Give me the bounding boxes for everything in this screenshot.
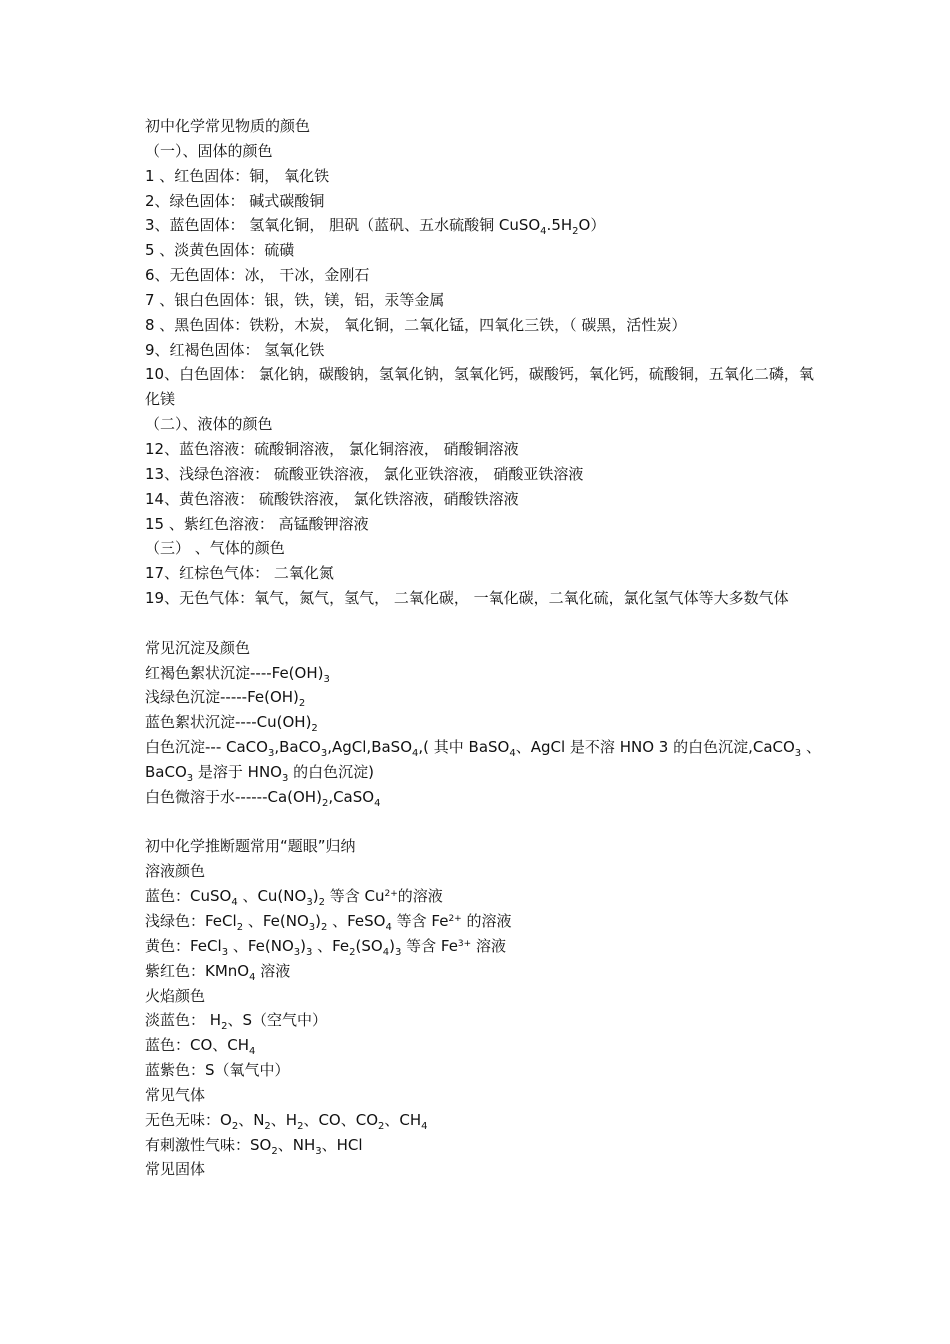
solid-item: 9、红褐色固体： 氢氧化铁 — [145, 340, 325, 359]
solid-item: 7 、银白色固体：银，铁，镁，铝，汞等金属 — [145, 290, 445, 309]
precip-heading: 常见沉淀及颜色 — [145, 638, 251, 657]
gas2-heading: 常见气体 — [145, 1085, 206, 1104]
gas-heading: （三） 、气体的颜色 — [145, 539, 285, 558]
flame-item: 蓝紫色：S（氧气中） — [145, 1061, 290, 1080]
solid-item: 1 、红色固体：铜， 氧化铁 — [145, 166, 330, 185]
solution-color-heading: 溶液颜色 — [145, 862, 206, 881]
doc-title: 初中化学常见物质的颜色 — [145, 117, 311, 135]
gas-item: 17、红棕色气体： 二氧化氮 — [145, 564, 334, 583]
solid-item: 6、无色固体：冰， 干冰，金刚石 — [145, 266, 370, 285]
spacer — [145, 810, 825, 835]
flame-item: 蓝色：CO、$CH_4$ — [145, 1036, 256, 1058]
solution-color-item: 黄色：FeCl$_3$ 、$Fe(NO_3)_3$ 、$Fe_2(SO_4)_3$ 等含 $Fe^{3+}$ 溶液 — [145, 936, 506, 958]
solid-item: 2、绿色固体： 碱式碳酸铜 — [145, 191, 325, 210]
solution-color-item: 紫红色：KMnO$_4$ 溶液 — [145, 961, 291, 983]
precip-item: 浅绿色沉淀$-----Fe(OH)_2$ — [145, 688, 306, 710]
solid2-heading: 常见固体 — [145, 1160, 206, 1179]
document-page — [145, 114, 825, 1182]
precip-item: 红褐色絮状沉淀$----Fe(OH)_3$ — [145, 663, 330, 685]
precip-item: 白色沉淀--- CaCO$_3$,BaCO$_3$,AgCl,BaSO$_4$,( 其中 BaSO$_4$、AgCl 是不溶 HNO 3 的白色沉淀,CaCO$_3$ 、BaCO$_3$ 是溶于 $HNO_3$ 的白色沉淀) — [145, 738, 821, 784]
gas2-item: 有刺激性气味：$SO_2$、$NH_3$、HCl — [145, 1135, 363, 1157]
gas-item: 19、无色气体：氧气，氮气，氢气， 二氧化碳， 一氧化碳，二氧化硫，氯化氢气体等大多数气体 — [145, 589, 789, 608]
precip-item: 蓝色絮状沉淀$----Cu(OH)_2$ — [145, 713, 318, 735]
flame-item: 淡蓝色： $H_2$、S（空气中） — [145, 1011, 327, 1033]
liquid-item: 13、浅绿色溶液： 硫酸亚铁溶液， 氯化亚铁溶液， 硝酸亚铁溶液 — [145, 464, 584, 483]
solid-item: 10、白色固体： 氯化钠，碳酸钠，氢氧化钠，氢氧化钙，碳酸钙，氧化钙，硫酸铜，五氧化二磷，氧化镁 — [145, 365, 814, 409]
solution-color-item: 蓝色：CuSO$_4$ 、$Cu(NO_3)_2$ 等含 $Cu^{2+}$的溶液 — [145, 887, 443, 909]
liquid-item: 15 、紫红色溶液： 高锰酸钾溶液 — [145, 514, 369, 533]
solid-item: 5 、淡黄色固体：硫磺 — [145, 241, 295, 260]
flame-heading: 火焰颜色 — [145, 986, 206, 1005]
solid-item: 8 、黑色固体：铁粉，木炭， 氧化铜，二氧化锰，四氧化三铁，（ 碳黑，活性炭） — [145, 315, 687, 334]
solid-heading: （一）、固体的颜色 — [145, 141, 273, 160]
solution-color-item: 浅绿色：FeCl$_2$ 、$Fe(NO_3)_2$ 、FeSO$_4$ 等含 $Fe^{2+}$ 的溶液 — [145, 912, 512, 933]
spacer — [145, 611, 825, 636]
infer-heading: 初中化学推断题常用“题眼”归纳 — [145, 837, 356, 856]
gas2-item: 无色无味：$O_2$、$N_2$、$H_2$、CO、$CO_2$、$CH_4$ — [145, 1110, 428, 1132]
liquid-item: 14、黄色溶液： 硫酸铁溶液， 氯化铁溶液，硝酸铁溶液 — [145, 489, 519, 508]
precip-item: 白色微溶于水$------Ca(OH)_2,CaSO_4$ — [145, 787, 381, 809]
solid-item-formula: 3、蓝色固体： 氢氧化铜， 胆矾（蓝矾、五水硫酸铜 $CuSO_4.5H_2O$） — [145, 216, 606, 238]
liquid-item: 12、蓝色溶液：硫酸铜溶液， 氯化铜溶液， 硝酸铜溶液 — [145, 439, 519, 458]
liquid-heading: （二）、液体的颜色 — [145, 415, 273, 434]
